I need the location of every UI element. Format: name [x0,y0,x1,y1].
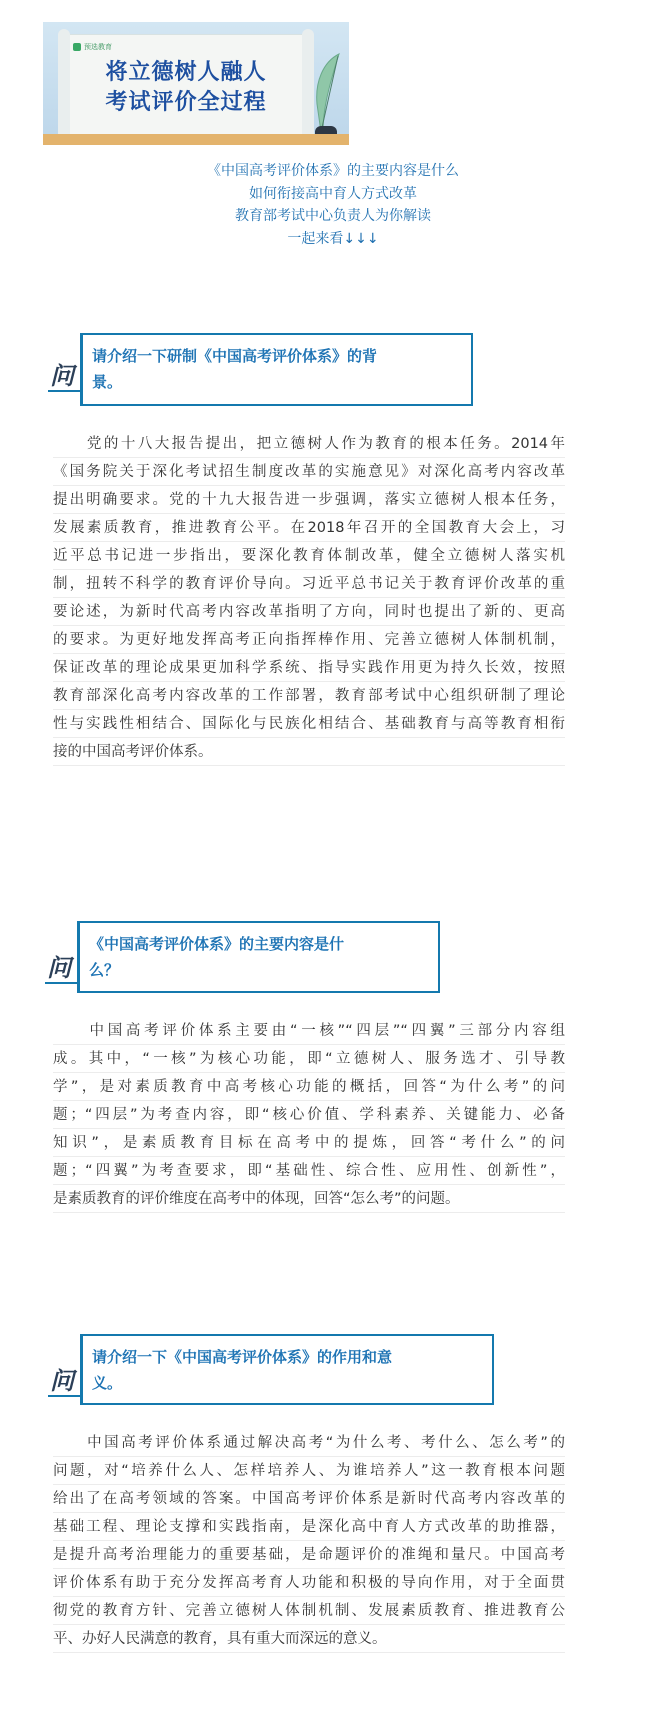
answer-line: 保证改革的理论成果更加科学系统、指导实践作用更为持久长效，按照 [53,654,565,682]
banner-title-line-1: 将立德树人融人 [105,60,267,85]
question-mark-label: 问 [50,361,74,390]
answer-line: 中国高考评价体系通过解决高考“为什么考、考什么、怎么考”的 [53,1429,565,1457]
answer-line: 是提升高考治理能力的重要基础，是命题评价的准绳和量尺。中国高考 [53,1541,565,1569]
feather-quill-icon [309,52,343,136]
answer-background [53,430,565,766]
question-text-line: 请介绍一下《中国高考评价体系》的作用和意 [92,1348,393,1366]
answer-line: 彻党的教育方针、完善立德树人体制机制、发展素质教育、推进教育公 [53,1597,565,1625]
banner-title [83,58,289,118]
question-box-background [80,1334,494,1405]
answer-line: 中国高考评价体系主要由“一核”“四层”“四翼”三部分内容组 [53,1017,565,1045]
answer-line: 问题，对“培养什么人、怎样培养人、为谁培养人”这一教育根本问题 [53,1457,565,1485]
answer-line: 平、办好人民满意的教育，具有重大而深远的意义。 [53,1625,565,1653]
answer-line: 《国务院关于深化考试招生制度改革的实施意见》对深化高考内容改革 [53,458,565,486]
answer-line: 发展素质教育，推进教育公平。在2018年召开的全国教育大会上，习 [53,514,565,542]
question-underline [48,1395,84,1397]
intro-line: 如何衔接高中育人方式改革 [249,185,417,202]
intro-text [0,160,646,250]
banner-title-line-2: 考试评价全过程 [105,90,267,115]
answer-line: 基础工程、理论支撑和实践指南，是深化高中育人方式改革的助推器， [53,1513,565,1541]
answer-line: 知识”，是素质教育目标在高考中的提炼，回答“考什么”的问 [53,1129,565,1157]
answer-line: 制，扭转不科学的教育评价导向。习近平总书记关于教育评价改革的重 [53,570,565,598]
question-text-line: 景。 [92,373,123,391]
question-underline [45,982,81,984]
answer-line: 党的十八大报告提出，把立德树人作为教育的根本任务。2014年 [53,430,565,458]
answer-line: 学”，是对素质教育中高考核心功能的概括，回答“为什么考”的问 [53,1073,565,1101]
banner-desk [43,134,349,145]
logo-text: 预选教育 [84,43,112,51]
intro-line: 教育部考试中心负责人为你解读 [235,208,431,224]
answer-line: 提出明确要求。党的十九大报告进一步强调，落实立德树人根本任务， [53,486,565,514]
answer-line: 教育部深化高考内容改革的工作部署，教育部考试中心组织研制了理论 [53,682,565,710]
logo-icon [73,43,81,51]
intro-line: 《中国高考评价体系》的主要内容是什么 [207,163,459,179]
answer-background [53,1017,565,1213]
question-text-line: 么？ [89,961,120,979]
question-box-background [80,333,473,406]
intro-line: 一起来看↓↓↓ [287,230,379,247]
question-mark-label: 问 [50,1366,74,1395]
question-mark-label: 问 [47,953,71,982]
answer-line: 近平总书记进一步指出，要深化教育体制改革，健全立德树人落实机 [53,542,565,570]
answer-line: 成。其中，“一核”为核心功能，即“立德树人、服务选才、引导教 [53,1045,565,1073]
answer-background [53,1429,565,1653]
question-underline [48,390,84,392]
answer-line: 给出了在高考领域的答案。中国高考评价体系是新时代高考内容改革的 [53,1485,565,1513]
answer-line: 接的中国高考评价体系。 [53,738,565,766]
header-banner [43,22,349,145]
answer-line: 评价体系有助于充分发挥高考育人功能和积极的导向作用，对于全面贯 [53,1569,565,1597]
question-text-line: 《中国高考评价体系》的主要内容是什 [89,935,345,953]
answer-line: 的要求。为更好地发挥高考正向指挥棒作用、完善立德树人体制机制， [53,626,565,654]
answer-line: 是素质教育的评价维度在高考中的体现，回答“怎么考”的问题。 [53,1185,565,1213]
answer-line: 题；“四翼”为考查要求，即“基础性、综合性、应用性、创新性”， [53,1157,565,1185]
question-text-line: 请介绍一下研制《中国高考评价体系》的背 [92,347,378,365]
answer-line: 题；“四层”为考查内容，即“核心价值、学科素养、关键能力、必备 [53,1101,565,1129]
question-text-line: 义。 [92,1374,123,1392]
answer-line: 性与实践性相结合、国际化与民族化相结合、基础教育与高等教育相衔 [53,710,565,738]
brand-logo [73,42,112,52]
question-box-background [77,921,440,993]
answer-line: 要论述，为新时代高考内容改革指明了方向，同时也提出了新的、更高 [53,598,565,626]
